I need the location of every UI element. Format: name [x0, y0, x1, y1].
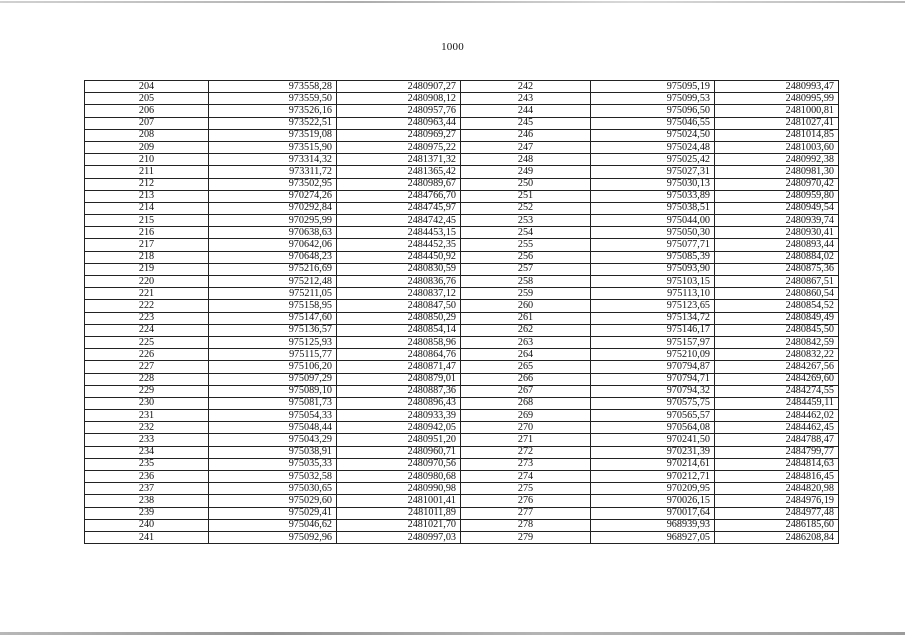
y-coordinate-right: 2480981,30	[715, 166, 839, 178]
point-number-right: 254	[461, 227, 591, 239]
x-coordinate-right: 975123,65	[591, 300, 715, 312]
x-coordinate-left: 975043,29	[209, 434, 337, 446]
point-number-right: 268	[461, 397, 591, 409]
x-coordinate-left: 970274,26	[209, 190, 337, 202]
y-coordinate-right: 2481027,41	[715, 117, 839, 129]
table-row	[85, 93, 839, 105]
x-coordinate-left: 975038,91	[209, 446, 337, 458]
y-coordinate-left: 2480963,44	[337, 117, 461, 129]
point-number-left: 232	[85, 422, 209, 434]
point-number-right: 244	[461, 105, 591, 117]
table-row	[85, 397, 839, 409]
x-coordinate-right: 975096,50	[591, 105, 715, 117]
point-number-left: 221	[85, 288, 209, 300]
y-coordinate-left: 2481001,41	[337, 495, 461, 507]
y-coordinate-right: 2480849,49	[715, 312, 839, 324]
table-row	[85, 129, 839, 141]
x-coordinate-left: 975097,29	[209, 373, 337, 385]
point-number-right: 246	[461, 129, 591, 141]
point-number-left: 239	[85, 507, 209, 519]
point-number-right: 275	[461, 483, 591, 495]
x-coordinate-right: 975033,89	[591, 190, 715, 202]
x-coordinate-left: 975032,58	[209, 471, 337, 483]
table-row	[85, 239, 839, 251]
point-number-right: 267	[461, 385, 591, 397]
table-row	[85, 215, 839, 227]
y-coordinate-left: 2480887,36	[337, 385, 461, 397]
table-row	[85, 81, 839, 93]
point-number-right: 264	[461, 349, 591, 361]
y-coordinate-right: 2486208,84	[715, 531, 839, 543]
point-number-right: 258	[461, 276, 591, 288]
y-coordinate-left: 2480989,67	[337, 178, 461, 190]
y-coordinate-left: 2481365,42	[337, 166, 461, 178]
point-number-left: 220	[85, 276, 209, 288]
y-coordinate-left: 2484742,45	[337, 215, 461, 227]
x-coordinate-left: 975054,33	[209, 410, 337, 422]
y-coordinate-right: 2480854,52	[715, 300, 839, 312]
table-row	[85, 312, 839, 324]
x-coordinate-left: 973311,72	[209, 166, 337, 178]
y-coordinate-right: 2480845,50	[715, 324, 839, 336]
y-coordinate-right: 2480860,54	[715, 288, 839, 300]
table-row	[85, 300, 839, 312]
y-coordinate-right: 2480832,22	[715, 349, 839, 361]
y-coordinate-left: 2481011,89	[337, 507, 461, 519]
y-coordinate-left: 2480975,22	[337, 141, 461, 153]
y-coordinate-right: 2480993,47	[715, 81, 839, 93]
point-number-left: 229	[85, 385, 209, 397]
x-coordinate-left: 973558,28	[209, 81, 337, 93]
y-coordinate-left: 2480942,05	[337, 422, 461, 434]
y-coordinate-right: 2484816,45	[715, 471, 839, 483]
table-row	[85, 410, 839, 422]
x-coordinate-left: 975089,10	[209, 385, 337, 397]
y-coordinate-right: 2480842,59	[715, 336, 839, 348]
table-row	[85, 434, 839, 446]
x-coordinate-right: 975210,09	[591, 349, 715, 361]
x-coordinate-left: 975106,20	[209, 361, 337, 373]
y-coordinate-right: 2480875,36	[715, 263, 839, 275]
y-coordinate-right: 2484814,63	[715, 458, 839, 470]
y-coordinate-left: 2480990,98	[337, 483, 461, 495]
point-number-left: 226	[85, 349, 209, 361]
x-coordinate-left: 975092,96	[209, 531, 337, 543]
point-number-left: 230	[85, 397, 209, 409]
x-coordinate-left: 975136,57	[209, 324, 337, 336]
y-coordinate-right: 2481003,60	[715, 141, 839, 153]
y-coordinate-right: 2480884,02	[715, 251, 839, 263]
y-coordinate-left: 2484450,92	[337, 251, 461, 263]
point-number-left: 223	[85, 312, 209, 324]
y-coordinate-left: 2480850,29	[337, 312, 461, 324]
y-coordinate-right: 2484788,47	[715, 434, 839, 446]
x-coordinate-right: 975046,55	[591, 117, 715, 129]
y-coordinate-right: 2484274,55	[715, 385, 839, 397]
x-coordinate-right: 975095,19	[591, 81, 715, 93]
x-coordinate-right: 970564,08	[591, 422, 715, 434]
x-coordinate-right: 975103,15	[591, 276, 715, 288]
x-coordinate-left: 973526,16	[209, 105, 337, 117]
y-coordinate-right: 2480893,44	[715, 239, 839, 251]
table-row	[85, 458, 839, 470]
x-coordinate-right: 975027,31	[591, 166, 715, 178]
y-coordinate-left: 2484453,15	[337, 227, 461, 239]
x-coordinate-right: 968939,93	[591, 519, 715, 531]
point-number-right: 261	[461, 312, 591, 324]
x-coordinate-right: 975113,10	[591, 288, 715, 300]
y-coordinate-left: 2484745,97	[337, 202, 461, 214]
point-number-right: 247	[461, 141, 591, 153]
table-row	[85, 361, 839, 373]
y-coordinate-right: 2480970,42	[715, 178, 839, 190]
x-coordinate-left: 970292,84	[209, 202, 337, 214]
table-row	[85, 251, 839, 263]
point-number-left: 222	[85, 300, 209, 312]
y-coordinate-left: 2480960,71	[337, 446, 461, 458]
point-number-right: 263	[461, 336, 591, 348]
point-number-right: 272	[461, 446, 591, 458]
x-coordinate-right: 975050,30	[591, 227, 715, 239]
point-number-right: 242	[461, 81, 591, 93]
x-coordinate-right: 975077,71	[591, 239, 715, 251]
table-row	[85, 446, 839, 458]
point-number-right: 266	[461, 373, 591, 385]
table-row	[85, 324, 839, 336]
point-number-left: 209	[85, 141, 209, 153]
table-row	[85, 385, 839, 397]
x-coordinate-right: 975093,90	[591, 263, 715, 275]
y-coordinate-left: 2480896,43	[337, 397, 461, 409]
x-coordinate-right: 975024,48	[591, 141, 715, 153]
x-coordinate-right: 975024,50	[591, 129, 715, 141]
point-number-left: 210	[85, 154, 209, 166]
x-coordinate-left: 973519,08	[209, 129, 337, 141]
point-number-left: 215	[85, 215, 209, 227]
table-row	[85, 276, 839, 288]
x-coordinate-left: 975216,69	[209, 263, 337, 275]
y-coordinate-right: 2480939,74	[715, 215, 839, 227]
x-coordinate-left: 975048,44	[209, 422, 337, 434]
y-coordinate-left: 2480957,76	[337, 105, 461, 117]
point-number-left: 206	[85, 105, 209, 117]
point-number-right: 276	[461, 495, 591, 507]
point-number-left: 214	[85, 202, 209, 214]
point-number-right: 269	[461, 410, 591, 422]
point-number-right: 277	[461, 507, 591, 519]
x-coordinate-left: 975212,48	[209, 276, 337, 288]
table-row	[85, 227, 839, 239]
y-coordinate-right: 2480949,54	[715, 202, 839, 214]
y-coordinate-right: 2481014,85	[715, 129, 839, 141]
x-coordinate-left: 973502,95	[209, 178, 337, 190]
y-coordinate-right: 2480930,41	[715, 227, 839, 239]
y-coordinate-left: 2480980,68	[337, 471, 461, 483]
x-coordinate-right: 970231,39	[591, 446, 715, 458]
point-number-left: 228	[85, 373, 209, 385]
x-coordinate-right: 970214,61	[591, 458, 715, 470]
x-coordinate-right: 970565,57	[591, 410, 715, 422]
x-coordinate-left: 975046,62	[209, 519, 337, 531]
y-coordinate-left: 2480951,20	[337, 434, 461, 446]
y-coordinate-right: 2480995,99	[715, 93, 839, 105]
y-coordinate-left: 2481371,32	[337, 154, 461, 166]
y-coordinate-right: 2480867,51	[715, 276, 839, 288]
point-number-right: 252	[461, 202, 591, 214]
table-row	[85, 105, 839, 117]
point-number-right: 271	[461, 434, 591, 446]
point-number-right: 255	[461, 239, 591, 251]
y-coordinate-right: 2480959,80	[715, 190, 839, 202]
x-coordinate-left: 975158,95	[209, 300, 337, 312]
x-coordinate-left: 975115,77	[209, 349, 337, 361]
x-coordinate-right: 968927,05	[591, 531, 715, 543]
y-coordinate-left: 2484766,70	[337, 190, 461, 202]
x-coordinate-right: 975134,72	[591, 312, 715, 324]
x-coordinate-left: 970648,23	[209, 251, 337, 263]
table-row	[85, 202, 839, 214]
y-coordinate-right: 2484267,56	[715, 361, 839, 373]
y-coordinate-right: 2484799,77	[715, 446, 839, 458]
point-number-right: 270	[461, 422, 591, 434]
y-coordinate-right: 2484462,45	[715, 422, 839, 434]
y-coordinate-right: 2480992,38	[715, 154, 839, 166]
point-number-left: 234	[85, 446, 209, 458]
point-number-left: 231	[85, 410, 209, 422]
x-coordinate-right: 975044,00	[591, 215, 715, 227]
table-row	[85, 422, 839, 434]
point-number-left: 208	[85, 129, 209, 141]
y-coordinate-left: 2480997,03	[337, 531, 461, 543]
x-coordinate-right: 970794,87	[591, 361, 715, 373]
x-coordinate-left: 973515,90	[209, 141, 337, 153]
point-number-left: 235	[85, 458, 209, 470]
y-coordinate-right: 2484462,02	[715, 410, 839, 422]
x-coordinate-right: 975146,17	[591, 324, 715, 336]
scan-edge-top	[0, 1, 905, 3]
x-coordinate-right: 975157,97	[591, 336, 715, 348]
x-coordinate-left: 970295,99	[209, 215, 337, 227]
y-coordinate-left: 2480830,59	[337, 263, 461, 275]
y-coordinate-left: 2480970,56	[337, 458, 461, 470]
x-coordinate-right: 975099,53	[591, 93, 715, 105]
point-number-left: 204	[85, 81, 209, 93]
point-number-left: 237	[85, 483, 209, 495]
y-coordinate-left: 2480907,27	[337, 81, 461, 93]
point-number-left: 205	[85, 93, 209, 105]
point-number-right: 243	[461, 93, 591, 105]
point-number-left: 240	[85, 519, 209, 531]
point-number-right: 248	[461, 154, 591, 166]
table-row	[85, 178, 839, 190]
x-coordinate-right: 975038,51	[591, 202, 715, 214]
point-number-right: 274	[461, 471, 591, 483]
point-number-right: 256	[461, 251, 591, 263]
point-number-right: 257	[461, 263, 591, 275]
point-number-left: 233	[85, 434, 209, 446]
x-coordinate-left: 975147,60	[209, 312, 337, 324]
x-coordinate-left: 975030,65	[209, 483, 337, 495]
table-row	[85, 495, 839, 507]
y-coordinate-left: 2480969,27	[337, 129, 461, 141]
x-coordinate-left: 973314,32	[209, 154, 337, 166]
point-number-left: 219	[85, 263, 209, 275]
y-coordinate-left: 2480879,01	[337, 373, 461, 385]
y-coordinate-left: 2481021,70	[337, 519, 461, 531]
point-number-left: 224	[85, 324, 209, 336]
y-coordinate-left: 2480837,12	[337, 288, 461, 300]
point-number-left: 238	[85, 495, 209, 507]
x-coordinate-left: 975081,73	[209, 397, 337, 409]
point-number-left: 236	[85, 471, 209, 483]
point-number-right: 262	[461, 324, 591, 336]
y-coordinate-left: 2480854,14	[337, 324, 461, 336]
x-coordinate-right: 970794,32	[591, 385, 715, 397]
table-row	[85, 507, 839, 519]
x-coordinate-left: 975211,05	[209, 288, 337, 300]
y-coordinate-left: 2480908,12	[337, 93, 461, 105]
x-coordinate-right: 975085,39	[591, 251, 715, 263]
table-row	[85, 141, 839, 153]
x-coordinate-right: 975030,13	[591, 178, 715, 190]
x-coordinate-right: 970017,64	[591, 507, 715, 519]
table-row	[85, 519, 839, 531]
table-row	[85, 336, 839, 348]
x-coordinate-left: 970638,63	[209, 227, 337, 239]
y-coordinate-left: 2480847,50	[337, 300, 461, 312]
x-coordinate-left: 970642,06	[209, 239, 337, 251]
point-number-right: 260	[461, 300, 591, 312]
table-row	[85, 117, 839, 129]
x-coordinate-right: 975025,42	[591, 154, 715, 166]
y-coordinate-right: 2484977,48	[715, 507, 839, 519]
y-coordinate-right: 2484269,60	[715, 373, 839, 385]
point-number-right: 278	[461, 519, 591, 531]
table-row	[85, 471, 839, 483]
x-coordinate-right: 970575,75	[591, 397, 715, 409]
x-coordinate-left: 975029,41	[209, 507, 337, 519]
coordinates-table	[84, 80, 839, 544]
point-number-left: 212	[85, 178, 209, 190]
table-row	[85, 263, 839, 275]
point-number-left: 207	[85, 117, 209, 129]
point-number-right: 265	[461, 361, 591, 373]
point-number-left: 227	[85, 361, 209, 373]
page-number: 1000	[441, 41, 464, 53]
x-coordinate-right: 970209,95	[591, 483, 715, 495]
x-coordinate-right: 970026,15	[591, 495, 715, 507]
point-number-left: 217	[85, 239, 209, 251]
x-coordinate-right: 970241,50	[591, 434, 715, 446]
y-coordinate-left: 2484452,35	[337, 239, 461, 251]
point-number-left: 211	[85, 166, 209, 178]
y-coordinate-left: 2480933,39	[337, 410, 461, 422]
table-row	[85, 154, 839, 166]
x-coordinate-left: 975035,33	[209, 458, 337, 470]
x-coordinate-right: 970794,71	[591, 373, 715, 385]
y-coordinate-right: 2481000,81	[715, 105, 839, 117]
point-number-right: 259	[461, 288, 591, 300]
table-row	[85, 373, 839, 385]
x-coordinate-right: 970212,71	[591, 471, 715, 483]
x-coordinate-left: 975125,93	[209, 336, 337, 348]
point-number-right: 279	[461, 531, 591, 543]
point-number-left: 213	[85, 190, 209, 202]
table-row	[85, 288, 839, 300]
point-number-right: 245	[461, 117, 591, 129]
table-row	[85, 483, 839, 495]
y-coordinate-right: 2486185,60	[715, 519, 839, 531]
y-coordinate-right: 2484820,98	[715, 483, 839, 495]
point-number-right: 253	[461, 215, 591, 227]
table-row	[85, 531, 839, 543]
x-coordinate-left: 973522,51	[209, 117, 337, 129]
y-coordinate-right: 2484976,19	[715, 495, 839, 507]
y-coordinate-left: 2480836,76	[337, 276, 461, 288]
table-row	[85, 190, 839, 202]
point-number-right: 251	[461, 190, 591, 202]
point-number-right: 273	[461, 458, 591, 470]
point-number-left: 218	[85, 251, 209, 263]
table-row	[85, 349, 839, 361]
point-number-left: 216	[85, 227, 209, 239]
point-number-right: 249	[461, 166, 591, 178]
x-coordinate-left: 973559,50	[209, 93, 337, 105]
table-row	[85, 166, 839, 178]
point-number-left: 225	[85, 336, 209, 348]
y-coordinate-left: 2480871,47	[337, 361, 461, 373]
coordinates-table-body	[85, 81, 839, 544]
x-coordinate-left: 975029,60	[209, 495, 337, 507]
y-coordinate-left: 2480864,76	[337, 349, 461, 361]
y-coordinate-left: 2480858,96	[337, 336, 461, 348]
point-number-right: 250	[461, 178, 591, 190]
point-number-left: 241	[85, 531, 209, 543]
y-coordinate-right: 2484459,11	[715, 397, 839, 409]
scan-edge-bottom	[0, 632, 905, 635]
